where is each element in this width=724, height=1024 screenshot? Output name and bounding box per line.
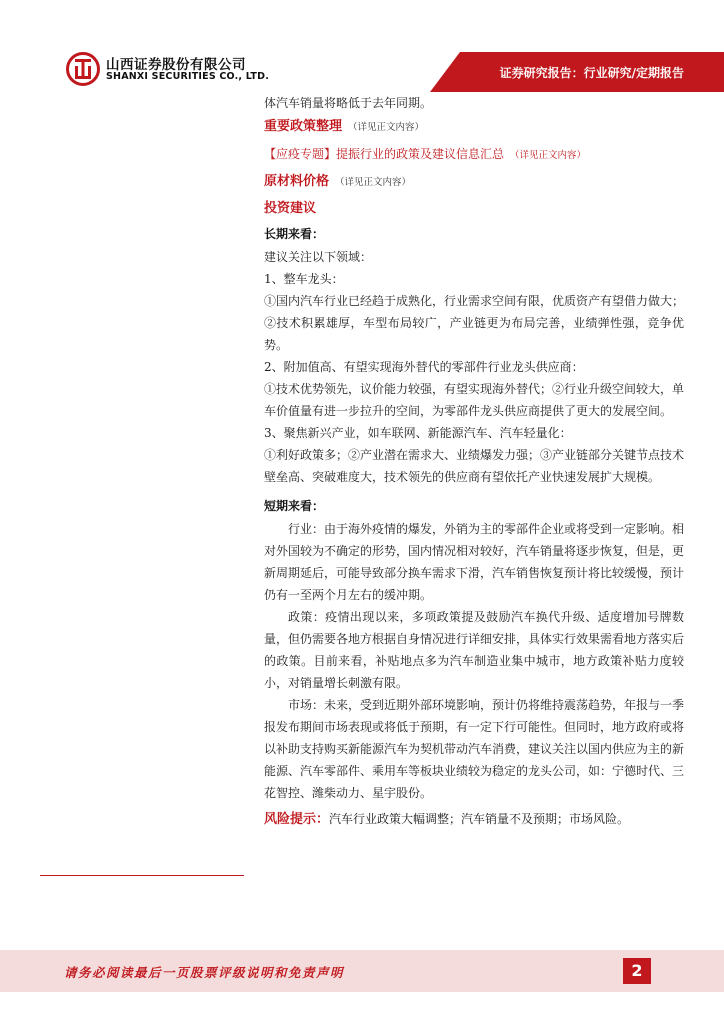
company-logo-icon [66, 52, 100, 86]
disclaimer-text: 请务必阅读最后一页股票评级说明和免责声明 [64, 965, 345, 980]
main-content [264, 92, 684, 833]
page-footer [0, 950, 724, 992]
epidemic-note: （详见正文内容） [510, 150, 587, 161]
company-name-en: SHANXI SECURITIES CO., LTD. [106, 71, 270, 82]
long-term-paragraph: 建议关注以下领域： [264, 250, 373, 264]
long-term-paragraph: 1、整车龙头： [264, 272, 344, 286]
short-term-paragraph: 行业：由于海外疫情的爆发，外销为主的零部件企业或将受到一定影响。相对外国较为不确定的形势，国内情况相对较好，汽车销量将逐步恢复，但是，更新周期延后，可能导致部分换车需求下滑，汽车销售恢复预计将比较缓慢，预计仍有一至两个月左右的缓冲期。 [264, 522, 685, 602]
long-term-paragraph: 3、聚焦新兴产业，如车联网、新能源汽车、汽车轻量化： [264, 426, 572, 440]
policy-heading [264, 114, 684, 141]
epidemic-heading[interactable] [264, 141, 684, 169]
policy-title: 重要政策整理 [264, 119, 343, 134]
long-term-heading: 长期来看： [264, 227, 325, 241]
policy-note: （详见正文内容） [348, 122, 425, 133]
materials-note: （详见正文内容） [335, 177, 412, 188]
materials-title: 原材料价格 [264, 174, 330, 189]
company-name-cn: 山西证券股份有限公司 [106, 57, 246, 73]
summary-tail-line: 体汽车销量将略低于去年同期。 [264, 96, 433, 110]
report-type: 证券研究报告：行业研究/定期报告 [499, 66, 684, 80]
materials-heading [264, 169, 684, 196]
short-term-paragraph: 市场：未来，受到近期外部环境影响，预计仍将维持震荡趋势，年报与一季报发布期间市场表现或将低于预期，有一定下行可能性。但同时，地方政府或将以补助支持购买新能源汽车为契机带动汽车消费，建议关注以国内供应为主的新能源、汽车零部件、乘用车等板块业绩较为稳定的龙头公司，如：宁德时代、三花智控、潍柴动力、星宇股份。 [264, 698, 685, 800]
page-header [0, 0, 724, 92]
sidebar-divider [40, 875, 244, 876]
invest-heading: 投资建议 [264, 201, 317, 216]
page-number: 2 [623, 958, 651, 984]
epidemic-title[interactable]: 【应疫专题】提振行业的政策及建议信息汇总 [264, 147, 505, 161]
long-term-paragraph: ①技术优势领先，议价能力较强，有望实现海外替代；②行业升级空间较大，单车价值量有进一步拉升的空间，为零部件龙头供应商提供了更大的发展空间。 [264, 382, 685, 418]
short-term-heading: 短期来看： [264, 499, 325, 513]
long-term-paragraph: 2、附加值高、有望实现海外替代的零部件行业龙头供应商： [264, 360, 584, 374]
risk-line [264, 806, 684, 833]
short-term-paragraph: 政策：疫情出现以来，多项政策提及鼓励汽车换代升级、适度增加号牌数量，但仍需要各地方根据自身情况进行详细安排，具体实行效果需看地方落实后的政策。目前来看，补贴地点多为汽车制造业集中城市，地方政策补贴力度较小，对销量增长刺激有限。 [264, 610, 685, 690]
risk-title: 风险提示： [264, 812, 330, 827]
risk-text: 汽车行业政策大幅调整；汽车销量不及预期；市场风险。 [329, 812, 630, 826]
long-term-paragraph: ①国内汽车行业已经趋于成熟化，行业需求空间有限，优质资产有望借力做大；②技术积累雄厚，车型布局较广，产业链更为布局完善，业绩弹性强，竞争优势。 [264, 294, 685, 352]
long-term-paragraph: ①利好政策多；②产业潜在需求大、业绩爆发力强；③产业链部分关键节点技术壁垒高、突破难度大，技术领先的供应商有望依托产业快速发展扩大规模。 [264, 448, 685, 484]
